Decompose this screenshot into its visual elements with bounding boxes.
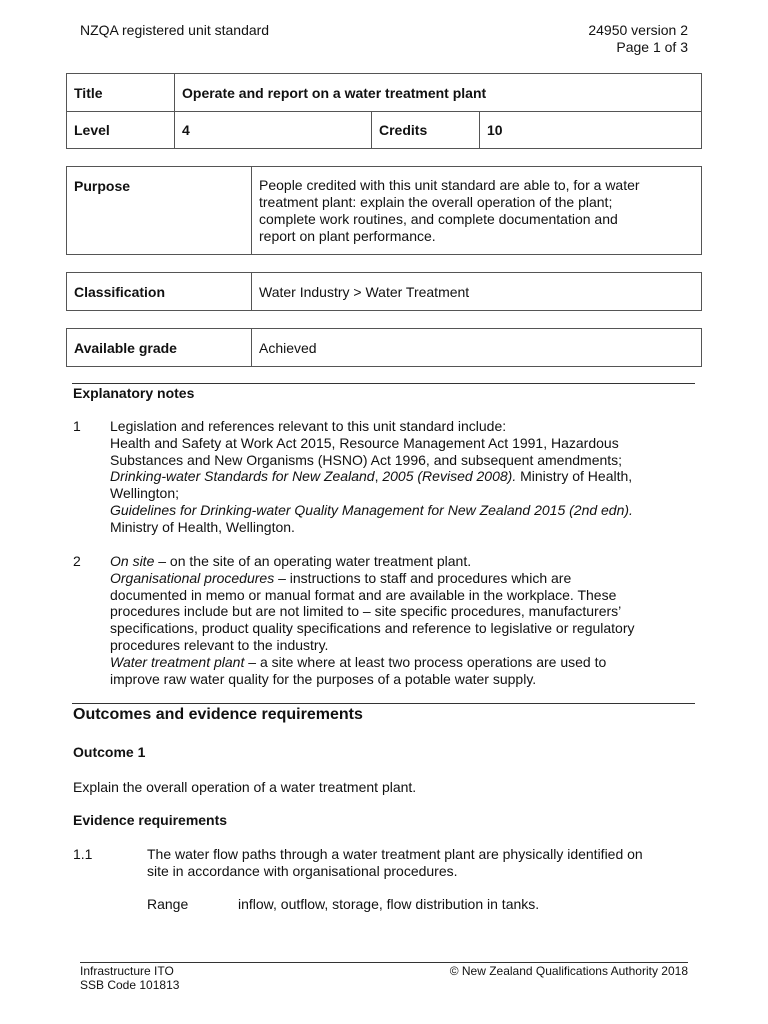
title-label: Title: [67, 74, 175, 112]
grade-table: [66, 328, 702, 367]
title-table: [66, 73, 702, 149]
citation-title: Guidelines for Drinking-water Quality Management for New Zealand 2015 (2nd edn).: [110, 501, 633, 518]
note-line: [110, 654, 710, 671]
purpose-line: treatment plant: explain the overall operation of the plant;: [259, 194, 613, 210]
note-line: Legislation and references relevant to this unit standard include:: [110, 418, 507, 434]
note-2: [110, 553, 710, 687]
footer-rule: [80, 962, 688, 963]
outcomes-heading: Outcomes and evidence requirements: [73, 706, 363, 723]
header-left: NZQA registered unit standard: [80, 22, 270, 38]
purpose-label: Purpose: [67, 167, 252, 255]
classification-label: Classification: [67, 273, 252, 311]
note-line: Substances and New Organisms (HSNO) Act 1996, and subsequent amendments;: [110, 451, 623, 468]
grade-value: Achieved: [252, 329, 702, 367]
definition: – on the site of an operating water treatment plant.: [154, 553, 472, 569]
purpose-value: [252, 167, 702, 255]
definition: – instructions to staff and procedures which are: [274, 569, 572, 586]
note-line: documented in memo or manual format and are available in the workplace. These: [110, 586, 617, 603]
term: On site: [110, 553, 155, 569]
classification-value: Water Industry > Water Treatment: [252, 273, 702, 311]
outcome-1-text: Explain the overall operation of a water treatment plant.: [73, 779, 417, 795]
citation-edition: 2005 (Revised 2008).: [382, 468, 517, 485]
evidence-line: The water flow paths through a water treatment plant are physically identified on: [147, 846, 643, 862]
evidence-1-1: [147, 846, 707, 880]
note-line: procedures relevant to the industry.: [110, 636, 329, 653]
term: Water treatment plant: [110, 653, 245, 670]
divider: [72, 383, 695, 384]
grade-label: Available grade: [67, 329, 252, 367]
range-text: inflow, outflow, storage, flow distribution in tanks.: [238, 896, 540, 912]
outcome-1-label: Outcome 1: [73, 744, 146, 760]
note-line: Wellington;: [110, 485, 180, 502]
term: Organisational procedures: [110, 569, 275, 586]
note-line: improve raw water quality for the purposes of a potable water supply.: [110, 670, 537, 687]
purpose-table: [66, 166, 702, 255]
purpose-line: complete work routines, and complete documentation and: [259, 211, 618, 227]
note-line: [110, 570, 710, 587]
evidence-line: site in accordance with organisational procedures.: [147, 862, 458, 879]
footer-ssb-code: SSB Code 101813: [80, 978, 180, 992]
note-line: procedures include but are not limited to – site specific procedures, manufacturers’: [110, 603, 622, 620]
level-value: 4: [175, 112, 372, 149]
notes-heading: Explanatory notes: [73, 385, 195, 401]
note-text: Ministry of Health,: [516, 468, 633, 485]
note-number: 1: [73, 418, 81, 434]
note-line: [110, 468, 710, 485]
note-text: ,: [374, 468, 383, 485]
footer-org: Infrastructure ITO: [80, 964, 174, 978]
footer-copyright: © New Zealand Qualifications Authority 2018: [449, 964, 688, 978]
range-label: Range: [147, 896, 189, 912]
level-label: Level: [67, 112, 175, 149]
note-line: [110, 502, 710, 519]
note-line: Health and Safety at Work Act 2015, Resource Management Act 1991, Hazardous: [110, 434, 619, 451]
note-1: [110, 418, 710, 536]
note-line: Ministry of Health, Wellington.: [110, 518, 295, 535]
evidence-heading: Evidence requirements: [73, 812, 228, 828]
title-value: Operate and report on a water treatment plant: [175, 74, 702, 112]
note-line: [110, 553, 710, 570]
header-version: 24950 version 2: [588, 22, 688, 38]
purpose-line: People credited with this unit standard are able to, for a water: [259, 177, 640, 193]
credits-value: 10: [480, 112, 702, 149]
classification-table: [66, 272, 702, 311]
evidence-number: 1.1: [73, 846, 93, 862]
divider: [72, 703, 695, 704]
note-number: 2: [73, 553, 81, 569]
note-line: specifications, product quality specifications and reference to legislative or regulatory: [110, 620, 635, 637]
header-page: Page 1 of 3: [616, 39, 688, 55]
definition: – a site where at least two process operations are used to: [244, 653, 607, 670]
credits-label: Credits: [372, 112, 480, 149]
purpose-line: report on plant performance.: [259, 228, 436, 244]
citation-title: Drinking-water Standards for New Zealand: [110, 468, 375, 485]
